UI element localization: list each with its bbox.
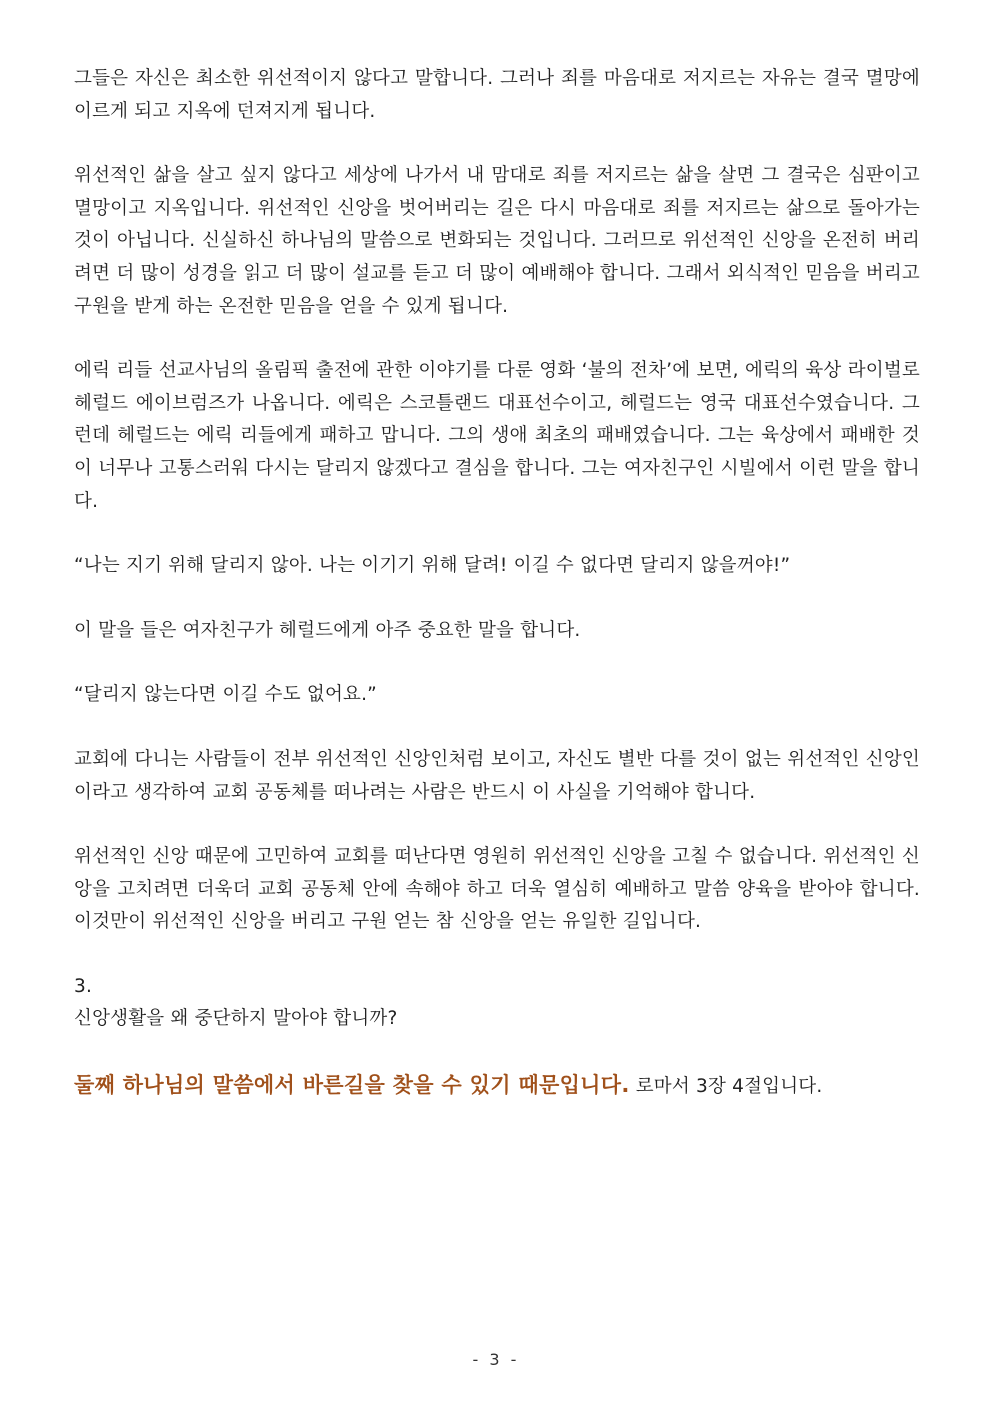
section-question: 신앙생활을 왜 중단하지 말아야 합니까? [74, 1008, 398, 1030]
closing-paragraph [74, 1068, 920, 1104]
quote-paragraph: “나는 지기 위해 달리지 않아. 나는 이기기 위해 달려! 이길 수 없다면 달리지 않을꺼야!” [74, 555, 791, 577]
paragraph: 위선적인 삶을 살고 싶지 않다고 세상에 나가서 내 맘대로 죄를 저지르는 삶을 살면 그 결국은 심판이고 멸망이고 지옥입니다. 위선적인 신앙을 벗어버리는 길은 다시 마음대로 죄를 저지르는 삶으로 돌아가는 것이 아닙니다. 신실하신 하나님의 말씀으로 변화되는 것입니다. 그러므로 위선적인 신앙을 온전히 버리려면 더 많이 성경을 읽고 더 많이 설교를 듣고 더 많이 예배해야 합니다. 그래서 외식적인 믿음을 버리고 구원을 받게 하는 온전한 믿음을 얻을 수 있게 됩니다. [74, 165, 920, 317]
section-number: 3. [74, 975, 93, 997]
paragraph: 위선적인 신앙 때문에 고민하여 교회를 떠난다면 영원히 위선적인 신앙을 고칠 수 없습니다. 위선적인 신앙을 고치려면 더욱더 교회 공동체 안에 속해야 하고 더욱 열심히 예배하고 말씀 양육을 받아야 합니다. 이것만이 위선적인 신앙을 버리고 구원 얻는 참 신앙을 얻는 유일한 길입니다. [74, 846, 920, 933]
page-number: - 3 - [472, 1350, 520, 1369]
paragraph: 그들은 자신은 최소한 위선적이지 않다고 말합니다. 그러나 죄를 마음대로 저지르는 자유는 결국 멸망에 이르게 되고 지옥에 던져지게 됩니다. [74, 68, 920, 122]
quote-paragraph: “달리지 않는다면 이길 수도 없어요.” [74, 684, 377, 706]
emphasis-heading: 둘째 하나님의 말씀에서 바른길을 찾을 수 있기 때문입니다. [74, 1073, 630, 1098]
paragraph: 이 말을 들은 여자친구가 헤럴드에게 아주 중요한 말을 합니다. [74, 619, 581, 641]
scripture-reference: 로마서 3장 4절입니다. [629, 1076, 823, 1098]
paragraph: 에릭 리들 선교사님의 올림픽 출전에 관한 이야기를 다룬 영화 ‘불의 전차’에 보면, 에릭의 육상 라이벌로 헤럴드 에이브럼즈가 나옵니다. 에릭은 스코틀랜드 대표선수이고, 헤럴드는 영국 대표선수였습니다. 그런데 헤럴드는 에릭 리들에게 패하고 맙니다. 그의 생애 최초의 패배였습니다. 그는 육상에서 패배한 것이 너무나 고통스러워 다시는 달리지 않겠다고 결심을 합니다. 그는 여자친구인 시빌에서 이런 말을 합니다. [74, 360, 920, 512]
paragraph: 교회에 다니는 사람들이 전부 위선적인 신앙인처럼 보이고, 자신도 별반 다를 것이 없는 위선적인 신앙인이라고 생각하여 교회 공동체를 떠나려는 사람은 반드시 이 사실을 기억해야 합니다. [74, 748, 920, 803]
document-body [74, 63, 920, 1104]
